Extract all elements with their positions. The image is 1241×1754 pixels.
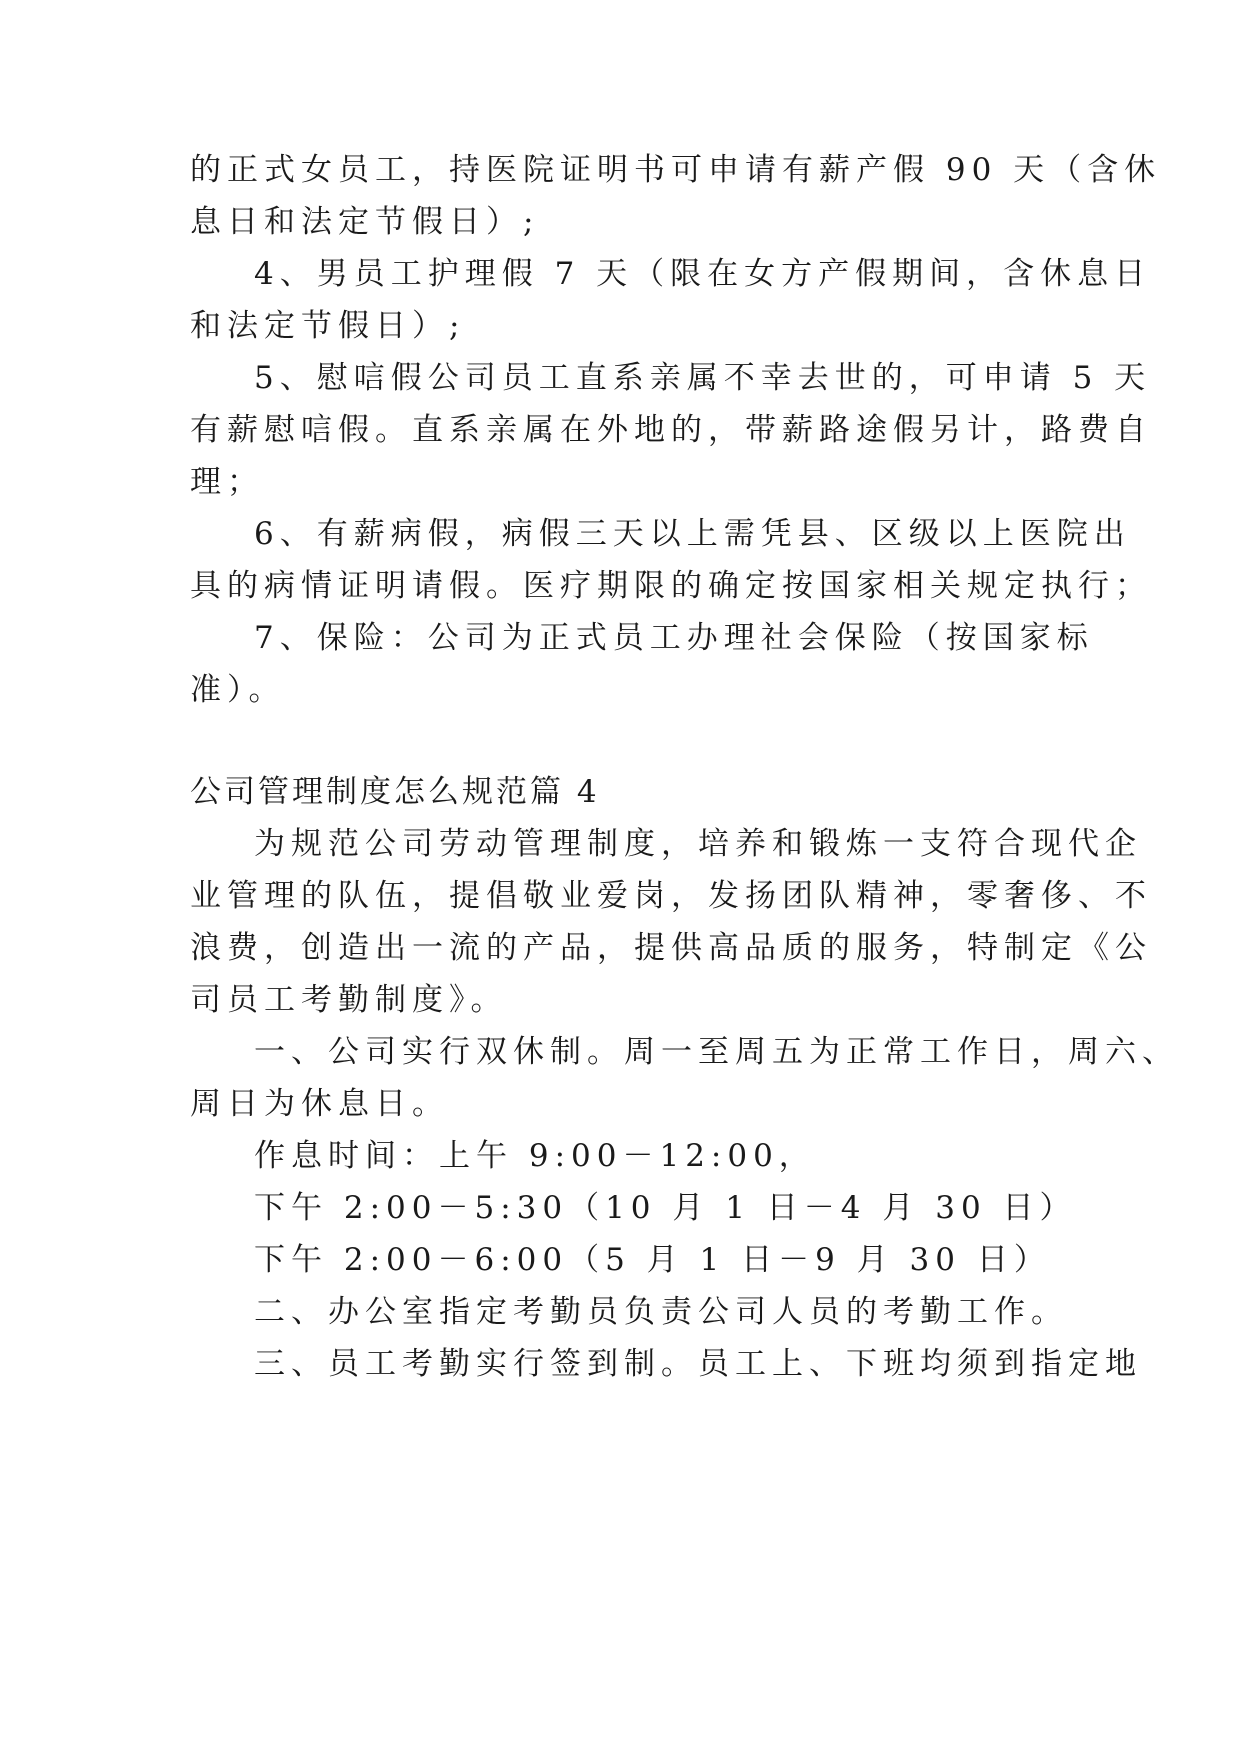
text-line: 和法定节假日）; (190, 308, 466, 344)
text-line: 周日为休息日。 (190, 1086, 449, 1122)
text-line: 6、有薪病假，病假三天以上需凭县、区级以上医院出 (254, 516, 1131, 552)
text-line: 浪费，创造出一流的产品，提供高品质的服务，特制定《公 (190, 930, 1152, 966)
text-line: 司员工考勤制度》。 (190, 982, 508, 1018)
text-line: 4、男员工护理假 7 天（限在女方产假期间，含休息日 (254, 256, 1152, 292)
text-line: 息日和法定节假日）; (190, 204, 540, 240)
text-line: 7、保险：公司为正式员工办理社会保险（按国家标 (254, 620, 1094, 656)
text-line: 三、员工考勤实行签到制。员工上、下班均须到指定地 (254, 1346, 1142, 1382)
section-heading: 公司管理制度怎么规范篇 4 (190, 774, 600, 810)
text-line: 的正式女员工，持医院证明书可申请有薪产假 90 天（含休 (190, 152, 1162, 188)
text-line: 一、公司实行双休制。周一至周五为正常工作日，周六、 (254, 1034, 1179, 1070)
text-line: 为规范公司劳动管理制度，培养和锻炼一支符合现代企 (254, 826, 1142, 862)
text-line: 具的病情证明请假。医疗期限的确定按国家相关规定执行； (190, 568, 1152, 604)
text-line: 有薪慰唁假。直系亲属在外地的，带薪路途假另计，路费自 (190, 412, 1152, 448)
text-line: 作息时间：上午 9:00－12:00， (254, 1138, 816, 1174)
text-line: 下午 2:00－6:00（5 月 1 日－9 月 30 日） (254, 1242, 1051, 1278)
text-line: 理； (190, 464, 264, 500)
text-line: 业管理的队伍，提倡敬业爱岗，发扬团队精神，零奢侈、不 (190, 878, 1152, 914)
text-line: 下午 2:00－5:30（10 月 1 日－4 月 30 日） (254, 1190, 1077, 1226)
text-line: 5、慰唁假公司员工直系亲属不幸去世的，可申请 5 天 (254, 360, 1152, 396)
text-line: 二、办公室指定考勤员负责公司人员的考勤工作。 (254, 1294, 1068, 1330)
text-line: 准）。 (190, 672, 286, 708)
